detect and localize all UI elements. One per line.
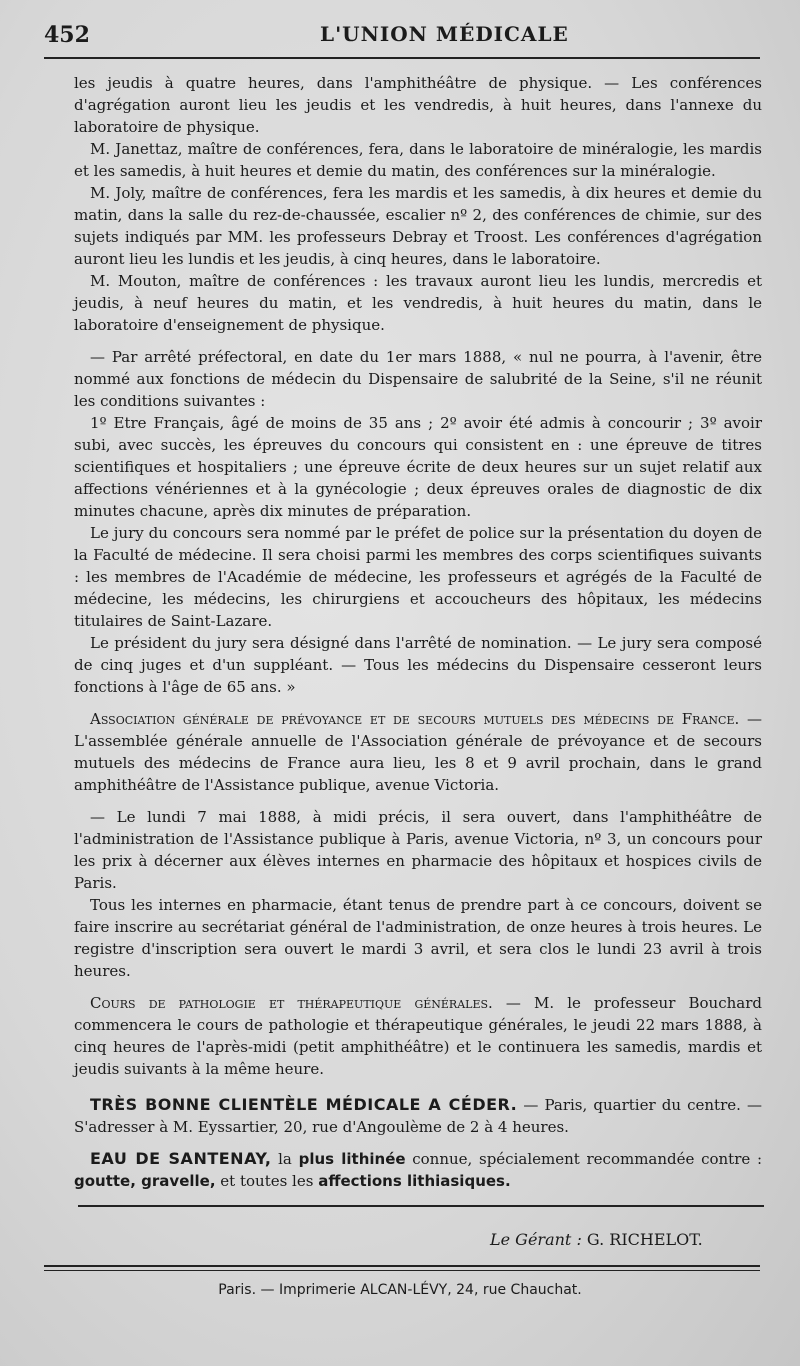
article-body: [74, 72, 762, 1192]
ad-emphasis: affections lithiasiques.: [318, 1172, 511, 1190]
paragraph: les jeudis à quatre heures, dans l'amphithéâtre de physique. — Les conférences d'agrégation auront lieu les jeudis et les vendredis, à huit heures, dans l'annexe du laboratoire de physique.: [74, 74, 762, 136]
page-number: 452: [44, 22, 90, 48]
paragraph: Tous les internes en pharmacie, étant tenus de prendre part à ce concours, doivent se faire inscrire au secrétariat général de l'administration, de onze heures à trois heures. Le registre d'inscription sera ouvert le mardi 3 avril, et sera clos le lundi 23 avril à trois heures.: [74, 896, 762, 980]
journal-title: L'UNION MÉDICALE: [320, 22, 569, 46]
ad-text: et toutes les: [215, 1172, 319, 1190]
gerant-label: Le Gérant :: [490, 1230, 582, 1249]
gerant-signature: [490, 1230, 703, 1249]
paragraph: Le jury du concours sera nommé par le préfet de police sur la présentation du doyen de la Faculté de médecine. Il sera choisi parmi les membres des corps scientifiques suivants : les membres de l'Académie de médecine, les professeurs et agrégés de la Faculté de médecine, les médecins, les chirurgiens et accoucheurs des hôpitaux, les médecins titulaires de Saint-Lazare.: [74, 524, 762, 630]
paragraph: M. Joly, maître de conférences, fera les mardis et les samedis, à dix heures et demie du matin, dans la salle du rez-de-chaussée, escalier nº 2, des conférences de chimie, sur des sujets indiqués par MM. les professeurs Debray et Troost. Les conférences d'agrégation auront lieu les lundis et les jeudis, à cinq heures, dans le laboratoire.: [74, 184, 762, 268]
ad-text: la: [271, 1150, 299, 1168]
ad-emphasis: goutte, gravelle,: [74, 1172, 216, 1190]
footer-rule: [78, 1205, 764, 1207]
ad-text: connue, spécialement recommandée contre :: [405, 1150, 763, 1168]
ad-headline: TRÈS BONNE CLIENTÈLE MÉDICALE A CÉDER.: [90, 1095, 518, 1114]
paragraph-text: — L'assemblée générale annuelle de l'Association générale de prévoyance et de secours mutuels des médecins de France aura lieu, les 8 et 9 avril prochain, dans le grand amphithéâtre de l'Assistance publique, avenue Victoria.: [74, 710, 762, 794]
paragraph: — Par arrêté préfectoral, en date du 1er mars 1888, « nul ne pourra, à l'avenir, être nommé aux fonctions de médecin du Dispensaire de salubrité de la Seine, s'il ne réunit les conditions suivantes :: [74, 348, 762, 410]
paragraph: Le président du jury sera désigné dans l'arrêté de nomination. — Le jury sera composé de cinq juges et d'un suppléant. — Tous les médecins du Dispensaire cesseront leurs fonctions à l'âge de 65 ans. »: [74, 634, 762, 696]
paragraph-text: — M. le professeur Bouchard commencera le cours de pathologie et thérapeutique générales, le jeudi 22 mars 1888, à cinq heures de l'après-midi (petit amphithéâtre) et le continuera les samedis, mardis et jeudis suivants à la même heure.: [74, 994, 762, 1078]
advertisement: [74, 1094, 762, 1138]
paragraph: — Le lundi 7 mai 1888, à midi précis, il sera ouvert, dans l'amphithéâtre de l'administration de l'Assistance publique à Paris, avenue Victoria, nº 3, un concours pour les prix à décerner aux élèves internes en pharmacie des hôpitaux et hospices civils de Paris.: [74, 808, 762, 892]
advertisement: [74, 1148, 762, 1192]
imprint-rule: [44, 1265, 760, 1267]
imprint-rule: [44, 1270, 760, 1271]
page-header: [44, 22, 760, 48]
paragraph: M. Mouton, maître de conférences : les travaux auront lieu les lundis, mercredis et jeudis, à neuf heures du matin, et les vendredis, à huit heures du matin, dans le laboratoire d'enseignement de physique.: [74, 272, 762, 334]
section-heading: Association générale de prévoyance et de secours mutuels des médecins de France.: [90, 710, 740, 728]
gerant-name: G. RICHELOT.: [581, 1230, 703, 1249]
ad-emphasis: plus lithinée: [298, 1150, 406, 1168]
ad-text: — Paris, quartier du centre. — S'adresser à M. Eyssartier, 20, rue d'Angoulème de 2 à 4 heures.: [74, 1096, 763, 1136]
paragraph: [74, 708, 762, 796]
paragraph: M. Janettaz, maître de conférences, fera, dans le laboratoire de minéralogie, les mardis et les samedis, à huit heures et demie du matin, des conférences sur la minéralogie.: [74, 140, 762, 180]
ad-headline: EAU DE SANTENAY,: [90, 1149, 272, 1168]
printer-imprint: Paris. — Imprimerie ALCAN-LÉVY, 24, rue Chauchat.: [218, 1282, 582, 1298]
paragraph: [74, 992, 762, 1080]
header-rule: [44, 57, 760, 59]
section-heading: Cours de pathologie et thérapeutique générales.: [90, 994, 493, 1012]
paragraph: 1º Etre Français, âgé de moins de 35 ans ; 2º avoir été admis à concourir ; 3º avoir subi, avec succès, les épreuves du concours qui consistent en : une épreuve de titres scientifiques et hospitaliers ; une épreuve écrite de deux heures sur un sujet relatif aux affections vénériennes et à la gynécologie ; deux épreuves orales de diagnostic de dix minutes chacune, après dix minutes de préparation.: [74, 414, 762, 520]
